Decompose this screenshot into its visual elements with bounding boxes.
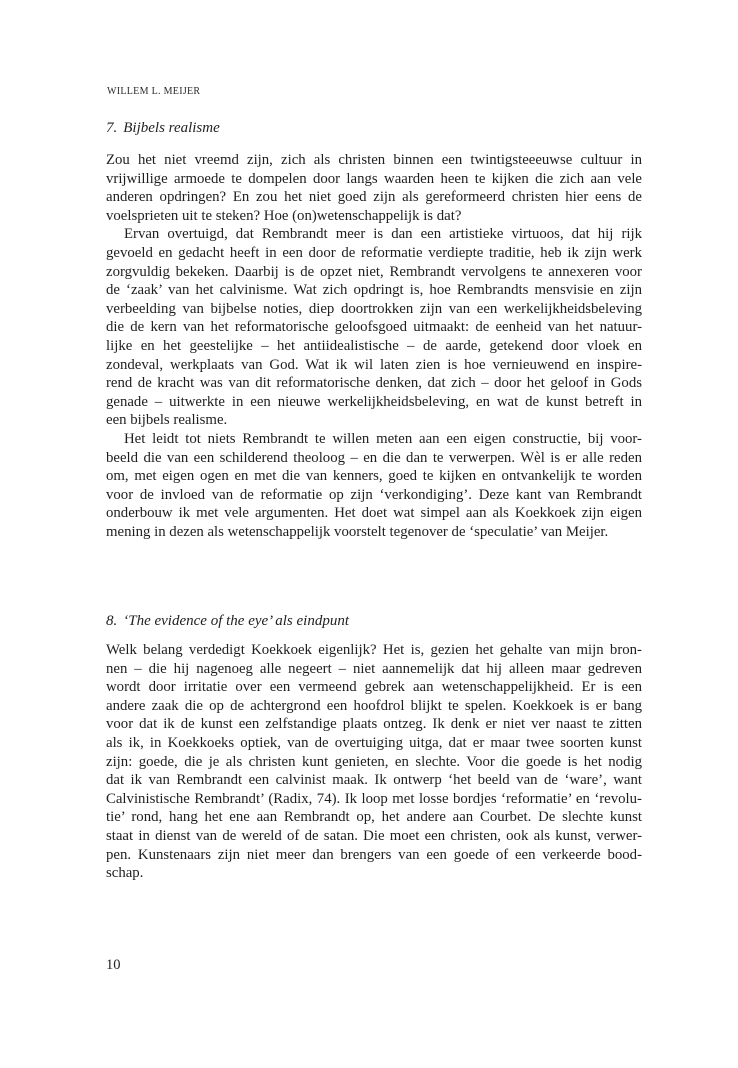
text-line: Calvinistische Rembrandt’ (Radix, 74). Ik loop met losse bordjes ‘reformatie’ en ‘revolu-	[106, 790, 642, 807]
text-line: vrijwillige armoede te dompelen door langs waarden heen te kijken die zich aan vele	[106, 170, 642, 187]
text-line: wordt door irritatie over een vermeend gebrek aan wetenschappelijkheid. Er is een	[106, 679, 642, 696]
text-line: lijke en het geestelijke – het antiidealistische – de aarde, getekend door vloek en	[106, 337, 642, 354]
text-line: verbeelding van bijbelse noties, diep doortrokken zijn van een werkelijkheidsbeleving	[106, 300, 642, 317]
page-number: 10	[106, 957, 121, 973]
text-line: tie’ rond, hang het ene aan Rembrandt op, het andere aan Courbet. De slechte kunst	[106, 809, 642, 826]
text-line: zondeval, werkplaats van God. Wat ik wil laten zien is hoe vernieuwend en inspire-	[106, 356, 642, 373]
text-line: zijn: goede, die je als christen kunt genieten, en slechte. Voor die goede is het nodig	[106, 753, 642, 770]
text-line: voelsprieten uit te steken? Hoe (on)wetenschappelijk is dat?	[106, 207, 462, 224]
section-7-title: Bijbels realisme	[123, 120, 220, 136]
section-8-number: 8.	[106, 613, 118, 629]
text-line: anderen opdringen? En zou het niet goed zijn als gereformeerd christen hier eens de	[106, 189, 642, 206]
text-line: voor de invloed van de reformatie op zijn ‘verkondiging’. Deze kant van Rembrandt	[106, 486, 642, 503]
text-line: om, met eigen ogen en met die van kenners, goed te kijken en ontvankelijk te worden	[106, 468, 642, 485]
text-line: de ‘zaak’ van het calvinisme. Wat zich opdringt is, hoe Rembrandts mensvisie en zijn	[106, 282, 642, 299]
section-7-heading	[106, 120, 220, 137]
section-7-number: 7.	[106, 120, 118, 136]
text-line: Welk belang verdedigt Koekkoek eigenlijk? Het is, gezien het gehalte van mijn bron-	[106, 642, 642, 658]
section-7-body	[106, 151, 642, 541]
text-line: schap.	[106, 865, 144, 882]
text-line: beeld die van een schilderend theoloog – en die dan te verwerpen. Wèl is er alle reden	[106, 449, 642, 466]
text-line: dat ik van Rembrandt een calvinist maak. Ik ontwerp ‘het beeld van de ‘ware’, want	[106, 772, 642, 789]
section-8-body	[106, 641, 642, 883]
section-8-heading	[106, 613, 349, 630]
text-line: Ervan overtuigd, dat Rembrandt meer is dan een artistieke virtuoos, dat hij rijk	[124, 226, 642, 243]
text-line: pen. Kunstenaars zijn niet meer dan brengers van een goede of een verkeerde bood-	[106, 846, 642, 863]
running-head: WILLEM L. MEIJER	[107, 86, 201, 97]
text-line: nen – die hij nagenoeg alle negeert – niet aannemelijk dat hij alleen maar gedreven	[106, 660, 642, 677]
text-line: Zou het niet vreemd zijn, zich als christen binnen een twintigsteeeuwse cultuur in	[106, 152, 642, 168]
text-line: voor dat ik de kunst een zelfstandige plaats ontzeg. Ik denk er niet ver naast te zitten	[106, 716, 642, 733]
text-line: Het leidt tot niets Rembrandt te willen meten aan een eigen constructie, bij voor-	[124, 430, 642, 447]
text-line: staat in dienst van de wereld of de satan. Die moet een christen, ook als kunst, verwer-	[106, 827, 642, 844]
text-line: onderbouw ik met vele argumenten. Het doet wat simpel aan als Koekkoek zijn eigen	[106, 505, 642, 522]
text-line: die de kern van het reformatorische geloofsgoed uitmaakt: de eenheid van het natuur-	[106, 319, 642, 336]
text-line: mening in dezen als wetenschappelijk voorstelt tegenover de ‘speculatie’ van Meijer.	[106, 523, 609, 540]
text-line: gevoeld en gedacht heeft in een door de reformatie verdiepte traditie, heb ik zijn werk	[106, 244, 642, 261]
text-line: zorgvuldig bekeken. Daarbij is de opzet niet, Rembrandt vervolgens te annexeren voor	[106, 263, 642, 280]
text-line: een bijbels realisme.	[106, 412, 228, 429]
text-line: rend de kracht was van dit reformatorische denken, dat zich – door het geloof in Gods	[106, 375, 642, 392]
text-line: genade – uitwerkte in een nieuwe werkelijkheidsbeleving, en wat de kunst betreft in	[106, 393, 642, 410]
text-line: als ik, in Koekkoeks optiek, van de overtuiging uitga, dat er maar twee soorten kunst	[106, 734, 642, 751]
section-8-title: ‘The evidence of the eye’ als eindpunt	[123, 613, 349, 629]
text-line: andere zaak die op de achtergrond een hoofdrol blijkt te spelen. Koekkoek is er bang	[106, 697, 642, 714]
